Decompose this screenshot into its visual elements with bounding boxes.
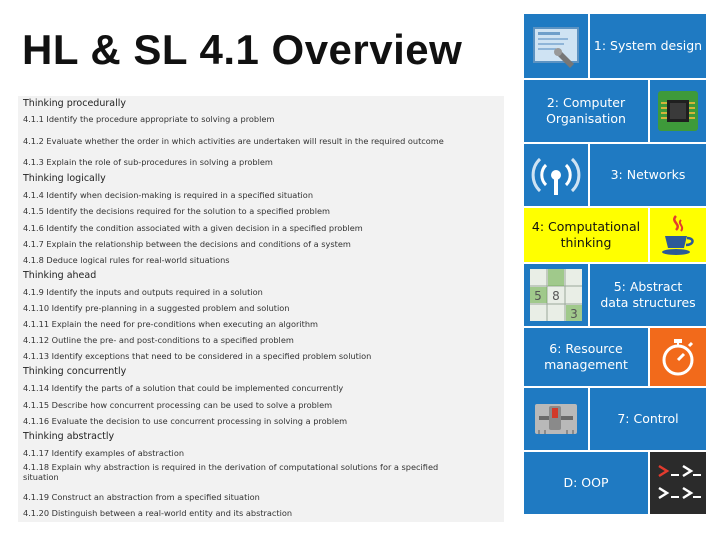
grid-digit: 3 xyxy=(570,307,578,321)
topic-7-icon-tile[interactable] xyxy=(524,388,588,450)
topic-2-tile[interactable] xyxy=(524,80,648,142)
outline-item: 4.1.3 Explain the role of sub-procedures in solving a problem xyxy=(23,157,273,167)
topic-3-label: 3: Networks xyxy=(610,167,686,182)
topic-1-icon-tile[interactable] xyxy=(524,14,588,78)
topic-d-icon-tile[interactable] xyxy=(650,452,706,514)
topic-4-label: 4: Computational thinking xyxy=(531,219,641,250)
outline-heading: Thinking logically xyxy=(23,173,106,184)
topic-5-label: 5: Abstract data structures xyxy=(600,279,696,310)
outline-item: 4.1.4 Identify when decision-making is required in a specified situation xyxy=(23,190,314,200)
objectives-outline xyxy=(18,96,504,522)
outline-item: 4.1.1 Identify the procedure appropriate to solving a problem xyxy=(23,114,275,124)
wireless-icon xyxy=(531,150,581,200)
grid-digit: 8 xyxy=(552,289,560,303)
outline-item: 4.1.5 Identify the decisions required for the solution to a specified problem xyxy=(23,206,331,216)
topic-d-tile[interactable] xyxy=(524,452,648,514)
outline-item: 4.1.10 Identify pre-planning in a suggested problem and solution xyxy=(23,303,290,313)
outline-item: 4.1.19 Construct an abstraction from a specified situation xyxy=(23,492,260,502)
outline-item: 4.1.6 Identify the condition associated with a given decision in a specified problem xyxy=(23,223,363,233)
outline-item: 4.1.18 Explain why abstraction is required in the derivation of computational solutions for a specified situation xyxy=(23,462,439,482)
stopwatch-icon xyxy=(656,335,700,379)
topic-1-label: 1: System design xyxy=(593,38,703,53)
java-cup-icon xyxy=(656,212,700,258)
outline-item: 4.1.14 Identify the parts of a solution that could be implemented concurrently xyxy=(23,383,344,393)
outline-item: 4.1.13 Identify exceptions that need to be considered in a specified problem solution xyxy=(23,351,372,361)
slider-control-icon xyxy=(531,394,581,444)
outline-item: 4.1.8 Deduce logical rules for real-world situations xyxy=(23,255,230,265)
topic-7-tile[interactable] xyxy=(590,388,706,450)
topic-4-tile[interactable] xyxy=(524,208,648,262)
blueprint-icon xyxy=(530,20,582,72)
topic-3-icon-tile[interactable] xyxy=(524,144,588,206)
topic-6-tile[interactable] xyxy=(524,328,648,386)
topic-d-label: D: OOP xyxy=(563,475,609,490)
topic-2-icon-tile[interactable] xyxy=(650,80,706,142)
topic-1-tile[interactable] xyxy=(590,14,706,78)
outline-heading: Thinking ahead xyxy=(23,270,97,281)
topic-5-icon-tile[interactable] xyxy=(524,264,588,326)
outline-item: 4.1.2 Evaluate whether the order in which activities are undertaken will result in the required outcome xyxy=(23,136,444,146)
outline-heading: Thinking procedurally xyxy=(23,98,126,109)
topic-3-tile[interactable] xyxy=(590,144,706,206)
topic-5-tile[interactable] xyxy=(590,264,706,326)
outline-item: 4.1.9 Identify the inputs and outputs required in a solution xyxy=(23,287,263,297)
outline-item: 4.1.7 Explain the relationship between the decisions and conditions of a system xyxy=(23,239,351,249)
outline-item: 4.1.11 Explain the need for pre-conditions when executing an algorithm xyxy=(23,319,319,329)
topic-2-label: 2: Computer Organisation xyxy=(546,95,626,126)
topic-4-icon-tile[interactable] xyxy=(650,208,706,262)
topic-7-label: 7: Control xyxy=(617,411,679,426)
outline-heading: Thinking concurrently xyxy=(23,366,127,377)
slide-title: HL & SL 4.1 Overview xyxy=(22,26,463,73)
topic-6-icon-tile[interactable] xyxy=(650,328,706,386)
outline-item: 4.1.15 Describe how concurrent processing can be used to solve a problem xyxy=(23,400,333,410)
number-grid-icon xyxy=(528,267,584,323)
topic-6-label: 6: Resource management xyxy=(544,341,628,372)
outline-item: 4.1.16 Evaluate the decision to use concurrent processing in solving a problem xyxy=(23,416,348,426)
outline-item: 4.1.17 Identify examples of abstraction xyxy=(23,448,185,458)
terminal-prompt-icon xyxy=(653,458,703,508)
outline-item: 4.1.20 Distinguish between a real-world entity and its abstraction xyxy=(23,508,293,518)
grid-digit: 5 xyxy=(534,289,542,303)
outline-heading: Thinking abstractly xyxy=(23,431,115,442)
circuit-board-icon xyxy=(655,88,701,134)
outline-item: 4.1.12 Outline the pre- and post-conditions to a specified problem xyxy=(23,335,294,345)
